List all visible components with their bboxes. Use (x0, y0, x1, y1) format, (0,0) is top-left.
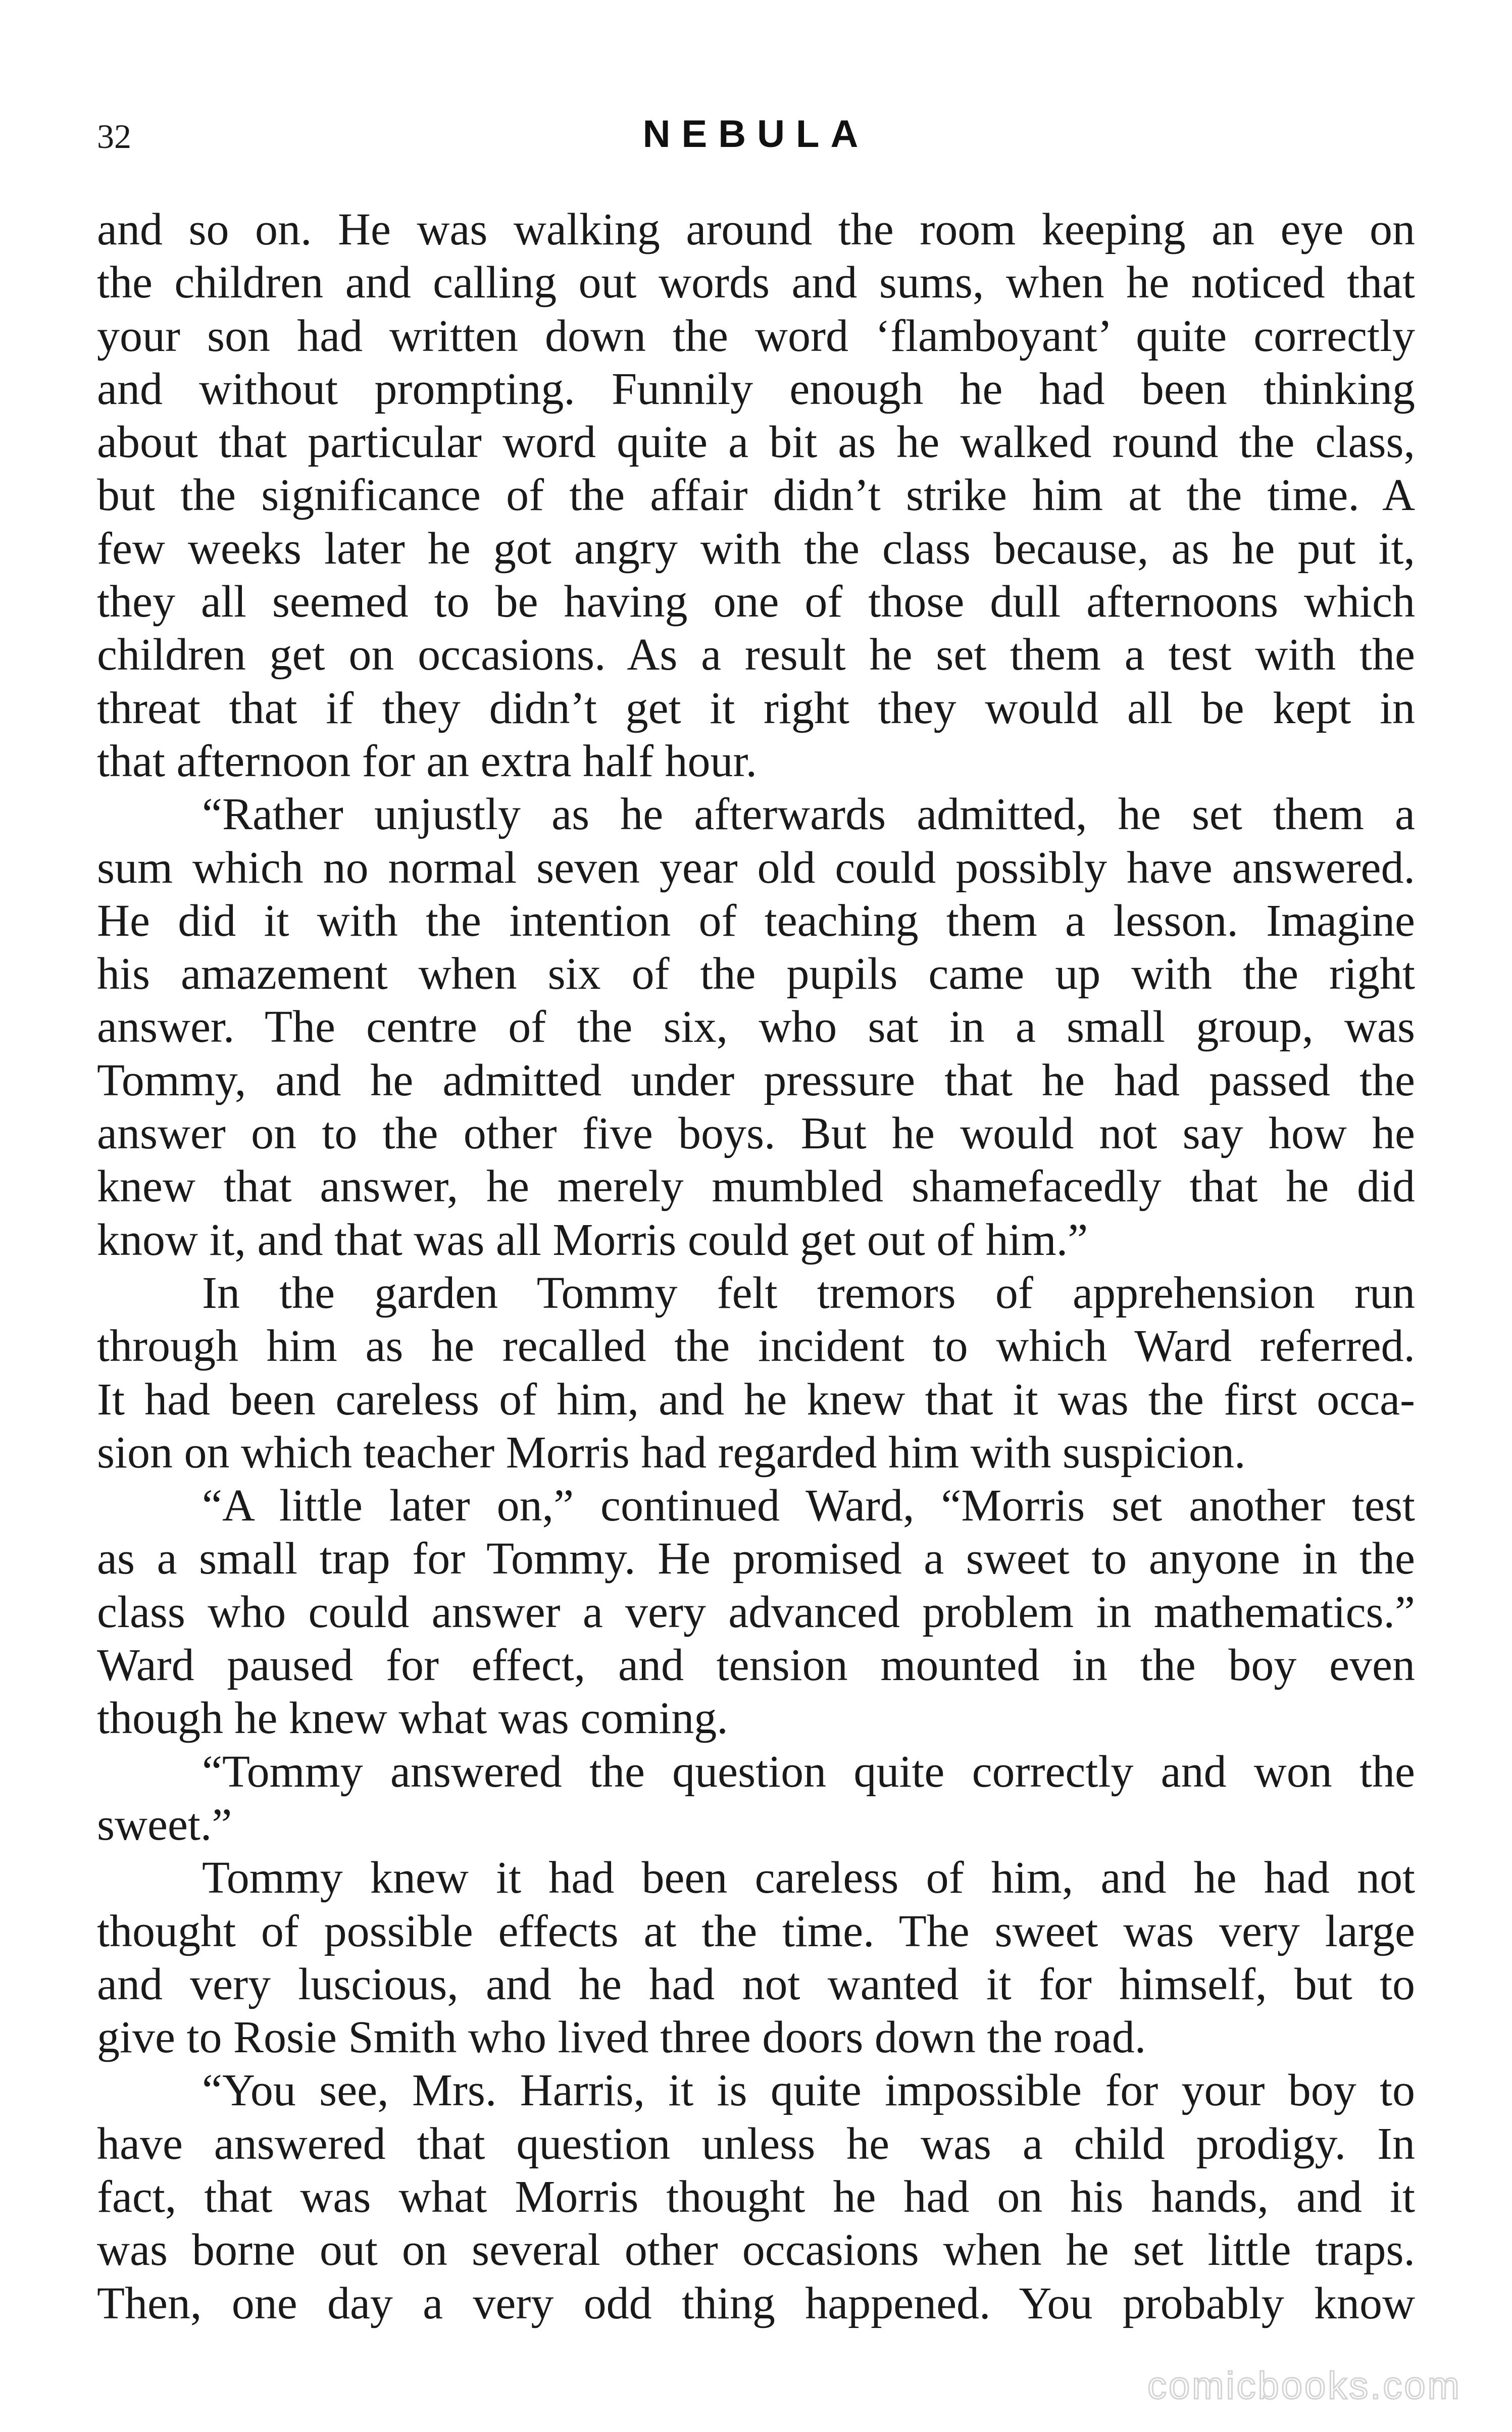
text-line: He did it with the intention of teaching them a lesson. Imagine (97, 895, 1415, 946)
text-line: give to Rosie Smith who lived three doors down the road. (97, 2012, 1146, 2063)
text-line: your son had written down the word ‘flamboyant’ quite correctly (97, 311, 1415, 361)
text-line: was borne out on several other occasions when he set little traps. (97, 2225, 1415, 2275)
text-line: though he knew what was coming. (97, 1693, 728, 1744)
text-line: In the garden Tommy felt tremors of apprehension run (202, 1268, 1415, 1318)
text-line: answer. The centre of the six, who sat in a small group, was (97, 1002, 1415, 1052)
text-line: know it, and that was all Morris could get out of him.” (97, 1214, 1088, 1265)
running-title: NEBULA (642, 113, 870, 156)
text-line: that afternoon for an extra half hour. (97, 736, 757, 786)
text-line: class who could answer a very advanced problem in mathematics.” (97, 1587, 1415, 1637)
text-line: sum which no normal seven year old could possibly have answered. (97, 842, 1415, 893)
text-line: Then, one day a very odd thing happened. You probably know (97, 2278, 1415, 2328)
text-line: children get on occasions. As a result he set them a test with the (97, 630, 1415, 680)
text-line: few weeks later he got angry with the class because, as he put it, (97, 523, 1415, 574)
page-number: 32 (97, 117, 131, 156)
text-line: answer on to the other five boys. But he would not say how he (97, 1108, 1415, 1159)
text-line: about that particular word quite a bit as he walked round the class, (97, 417, 1415, 468)
text-line: through him as he recalled the incident to which Ward referred. (97, 1321, 1415, 1372)
text-line: but the significance of the affair didn’t strike him at the time. A (97, 470, 1415, 521)
running-head (97, 110, 1415, 166)
text-line: “You see, Mrs. Harris, it is quite impossible for your boy to (202, 2065, 1415, 2116)
text-line: fact, that was what Morris thought he had on his hands, and it (97, 2171, 1415, 2222)
text-line: sion on which teacher Morris had regarded him with suspicion. (97, 1427, 1246, 1478)
watermark: comicbooks.com (1147, 2364, 1461, 2407)
text-line: “Tommy answered the question quite correctly and won the (202, 1746, 1415, 1797)
text-line: and without prompting. Funnily enough he had been thinking (97, 364, 1415, 414)
text-line: the children and calling out words and sums, when he noticed that (97, 258, 1415, 308)
text-line: sweet.” (97, 1799, 232, 1850)
text-line: they all seemed to be having one of those dull afternoons which (97, 577, 1415, 627)
text-line: his amazement when six of the pupils came up with the right (97, 949, 1415, 999)
text-line: knew that answer, he merely mumbled shamefacedly that he did (97, 1161, 1415, 1212)
text-line: and very luscious, and he had not wanted it for himself, but to (97, 1959, 1415, 2009)
text-line: Tommy, and he admitted under pressure that he had passed the (97, 1055, 1415, 1105)
text-line: threat that if they didn’t get it right they would all be kept in (97, 683, 1415, 733)
text-line: Tommy knew it had been careless of him, and he had not (202, 1853, 1415, 1903)
body-text (97, 203, 1415, 2330)
text-line: “Rather unjustly as he afterwards admitted, he set them a (202, 789, 1415, 840)
text-line: It had been careless of him, and he knew that it was the first occa- (97, 1374, 1415, 1425)
text-line: and so on. He was walking around the room keeping an eye on (97, 205, 1415, 255)
text-line: Ward paused for effect, and tension mounted in the boy even (97, 1640, 1415, 1691)
text-line: have answered that question unless he was a child prodigy. In (97, 2118, 1415, 2169)
text-line: “A little later on,” continued Ward, “Morris set another test (202, 1481, 1415, 1531)
text-line: as a small trap for Tommy. He promised a sweet to anyone in the (97, 1534, 1415, 1584)
text-line: thought of possible effects at the time. The sweet was very large (97, 1906, 1415, 1956)
